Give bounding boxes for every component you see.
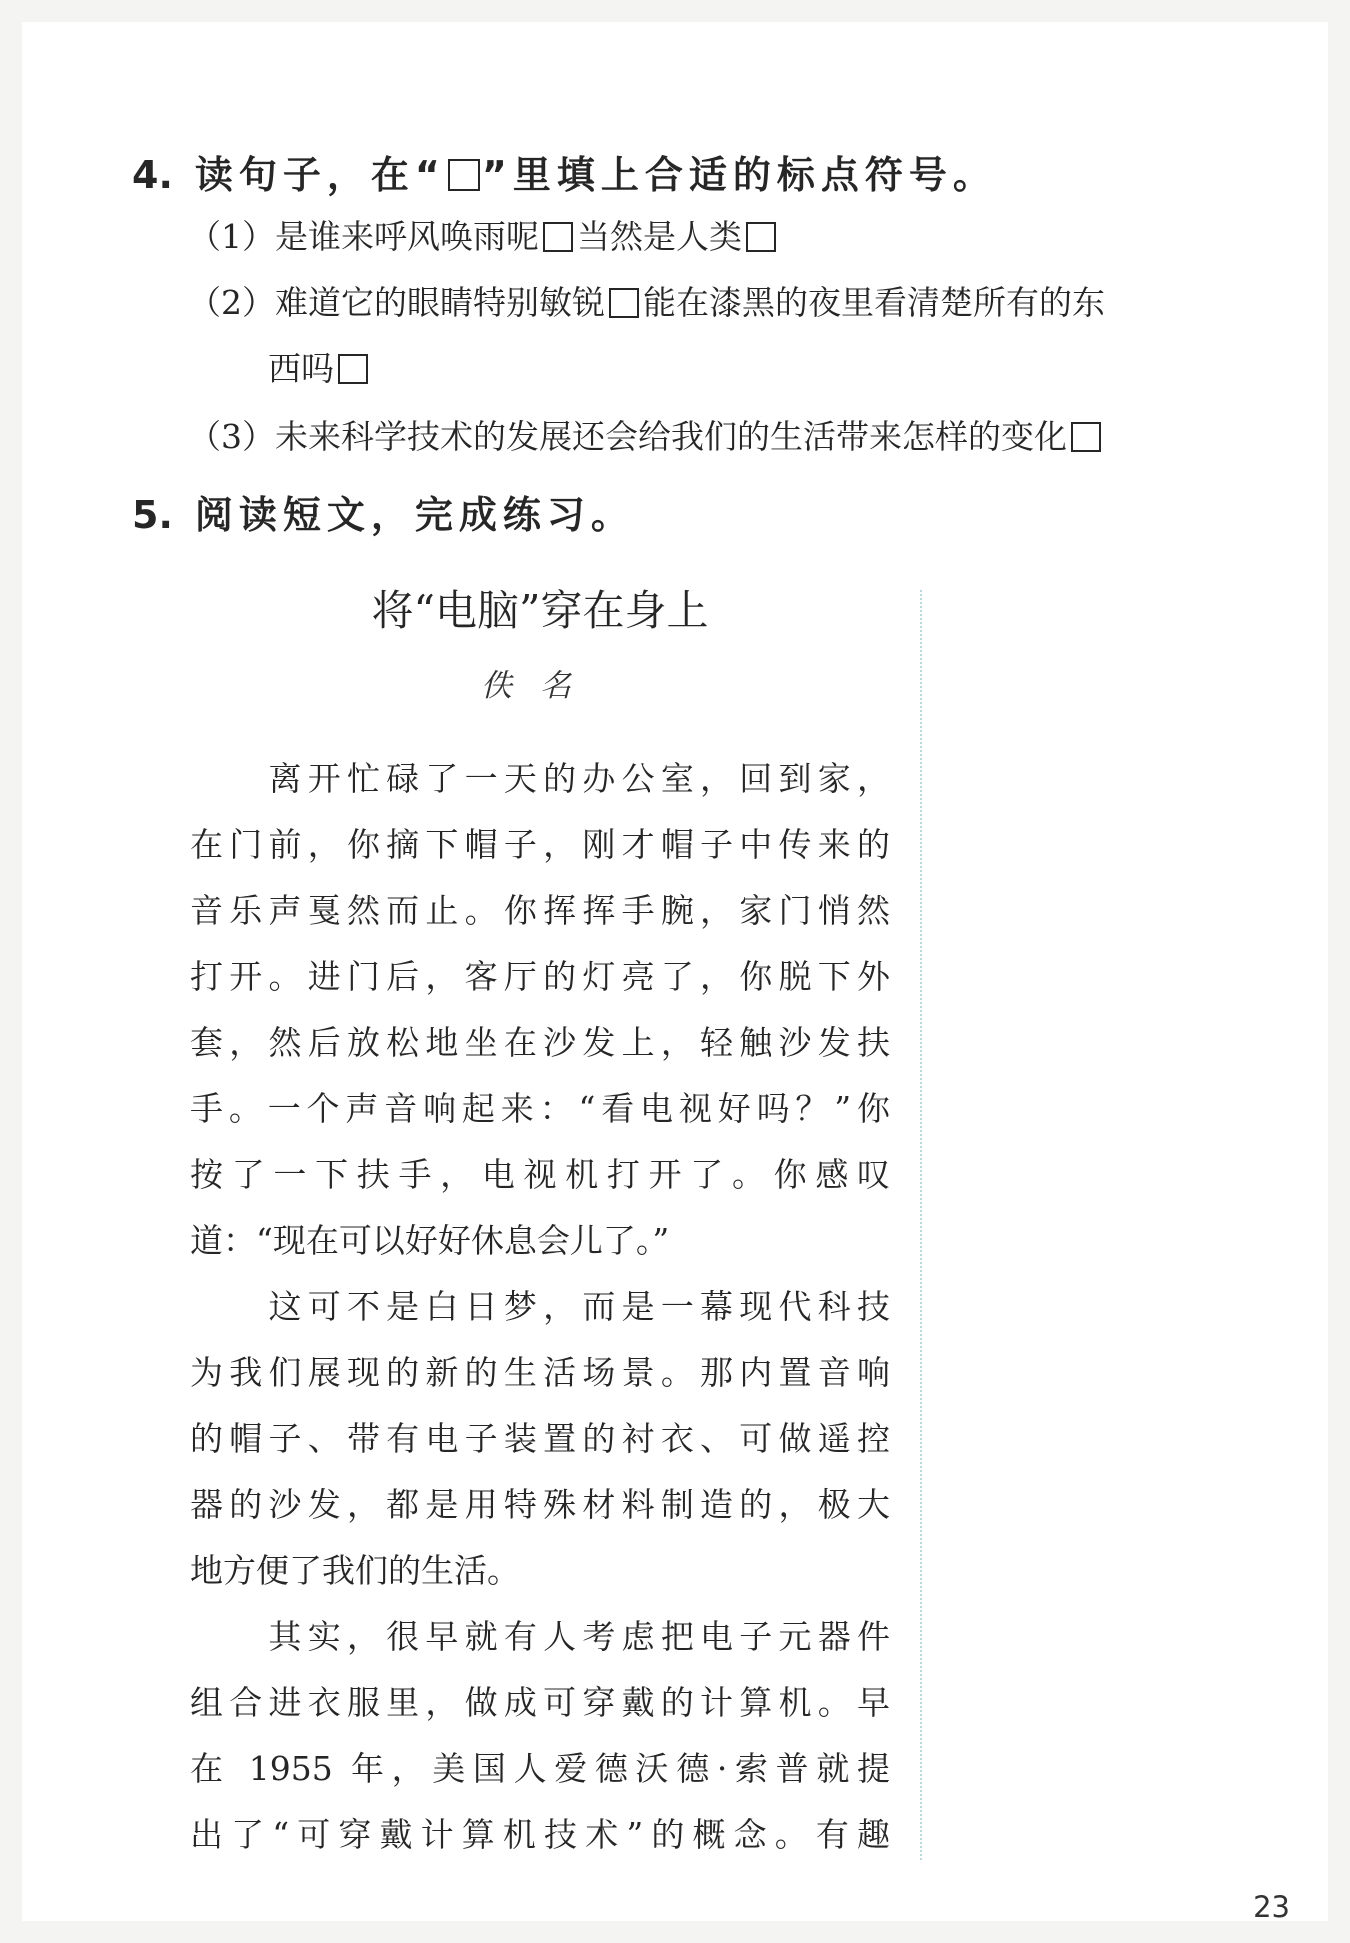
article-line: 地方便了我们的生活。 (190, 1551, 520, 1590)
answer-box[interactable] (746, 222, 776, 252)
question-4-item-3 (188, 411, 1105, 458)
answer-box[interactable] (543, 222, 573, 252)
article-line: 其实，很早就有人考虑把电子元器件 (190, 1617, 890, 1656)
article-author: 佚名 (481, 668, 599, 704)
question-5-heading-text: 阅读短文，完成练习。 (194, 493, 635, 537)
item-text: 是谁来呼风唤雨呢 (275, 217, 539, 256)
answer-box[interactable] (338, 354, 368, 384)
article-line: 手。一个声音响起来：“看电视好吗？”你 (190, 1089, 890, 1128)
item-text: 西吗 (268, 349, 334, 388)
item-text: 能在漆黑的夜里看清楚所有的东 (643, 283, 1105, 322)
page-number: 23 (1253, 1890, 1290, 1924)
item-text: 当然是人类 (577, 217, 742, 256)
margin-divider (920, 590, 922, 1860)
question-4-item-1 (188, 211, 780, 258)
article-line: 出了“可穿戴计算机技术”的概念。有趣 (190, 1815, 890, 1854)
article-line: 组合进衣服里，做成可穿戴的计算机。早 (190, 1683, 890, 1722)
article-line: 音乐声戛然而止。你挥挥手腕，家门悄然 (190, 891, 890, 930)
article-line: 套，然后放松地坐在沙发上，轻触沙发扶 (190, 1023, 890, 1062)
question-5-heading (132, 484, 635, 539)
article-line: 的帽子、带有电子装置的衬衣、可做遥控 (190, 1419, 890, 1458)
question-4-heading-text-a: 读句子，在“ (194, 153, 446, 197)
answer-box[interactable] (609, 288, 639, 318)
answer-box[interactable] (1071, 422, 1101, 452)
article-line: 为我们展现的新的生活场景。那内置音响 (190, 1353, 890, 1392)
question-4-heading (132, 144, 997, 199)
question-5-number: 5. (132, 493, 173, 537)
article-line: 器的沙发，都是用特殊材料制造的，极大 (190, 1485, 890, 1524)
answer-box-symbol (448, 159, 480, 191)
article-title: 将“电脑”穿在身上 (371, 586, 709, 635)
item-text: 未来科学技术的发展还会给我们的生活带来怎样的变化 (275, 417, 1067, 456)
question-4-heading-text-b: ”里填上合适的标点符号。 (481, 153, 997, 197)
article-line: 打开。进门后，客厅的灯亮了，你脱下外 (190, 957, 890, 996)
article-line: 道：“现在可以好好休息会儿了。” (190, 1221, 670, 1260)
item-number: （3） (188, 417, 275, 456)
question-4-number: 4. (132, 153, 173, 197)
question-4-item-2 (188, 277, 1105, 324)
article-line: 这可不是白日梦，而是一幕现代科技 (190, 1287, 890, 1326)
item-text: 难道它的眼睛特别敏锐 (275, 283, 605, 322)
article-line: 按了一下扶手，电视机打开了。你感叹 (190, 1155, 890, 1194)
article-line: 在门前，你摘下帽子，刚才帽子中传来的 (190, 825, 890, 864)
item-number: （2） (188, 283, 275, 322)
question-4-item-2-continued (268, 343, 372, 390)
item-number: （1） (188, 217, 275, 256)
article-line: 离开忙碌了一天的办公室，回到家， (190, 759, 890, 798)
article-line: 在 1955 年，美国人爱德沃德·索普就提 (190, 1749, 890, 1788)
